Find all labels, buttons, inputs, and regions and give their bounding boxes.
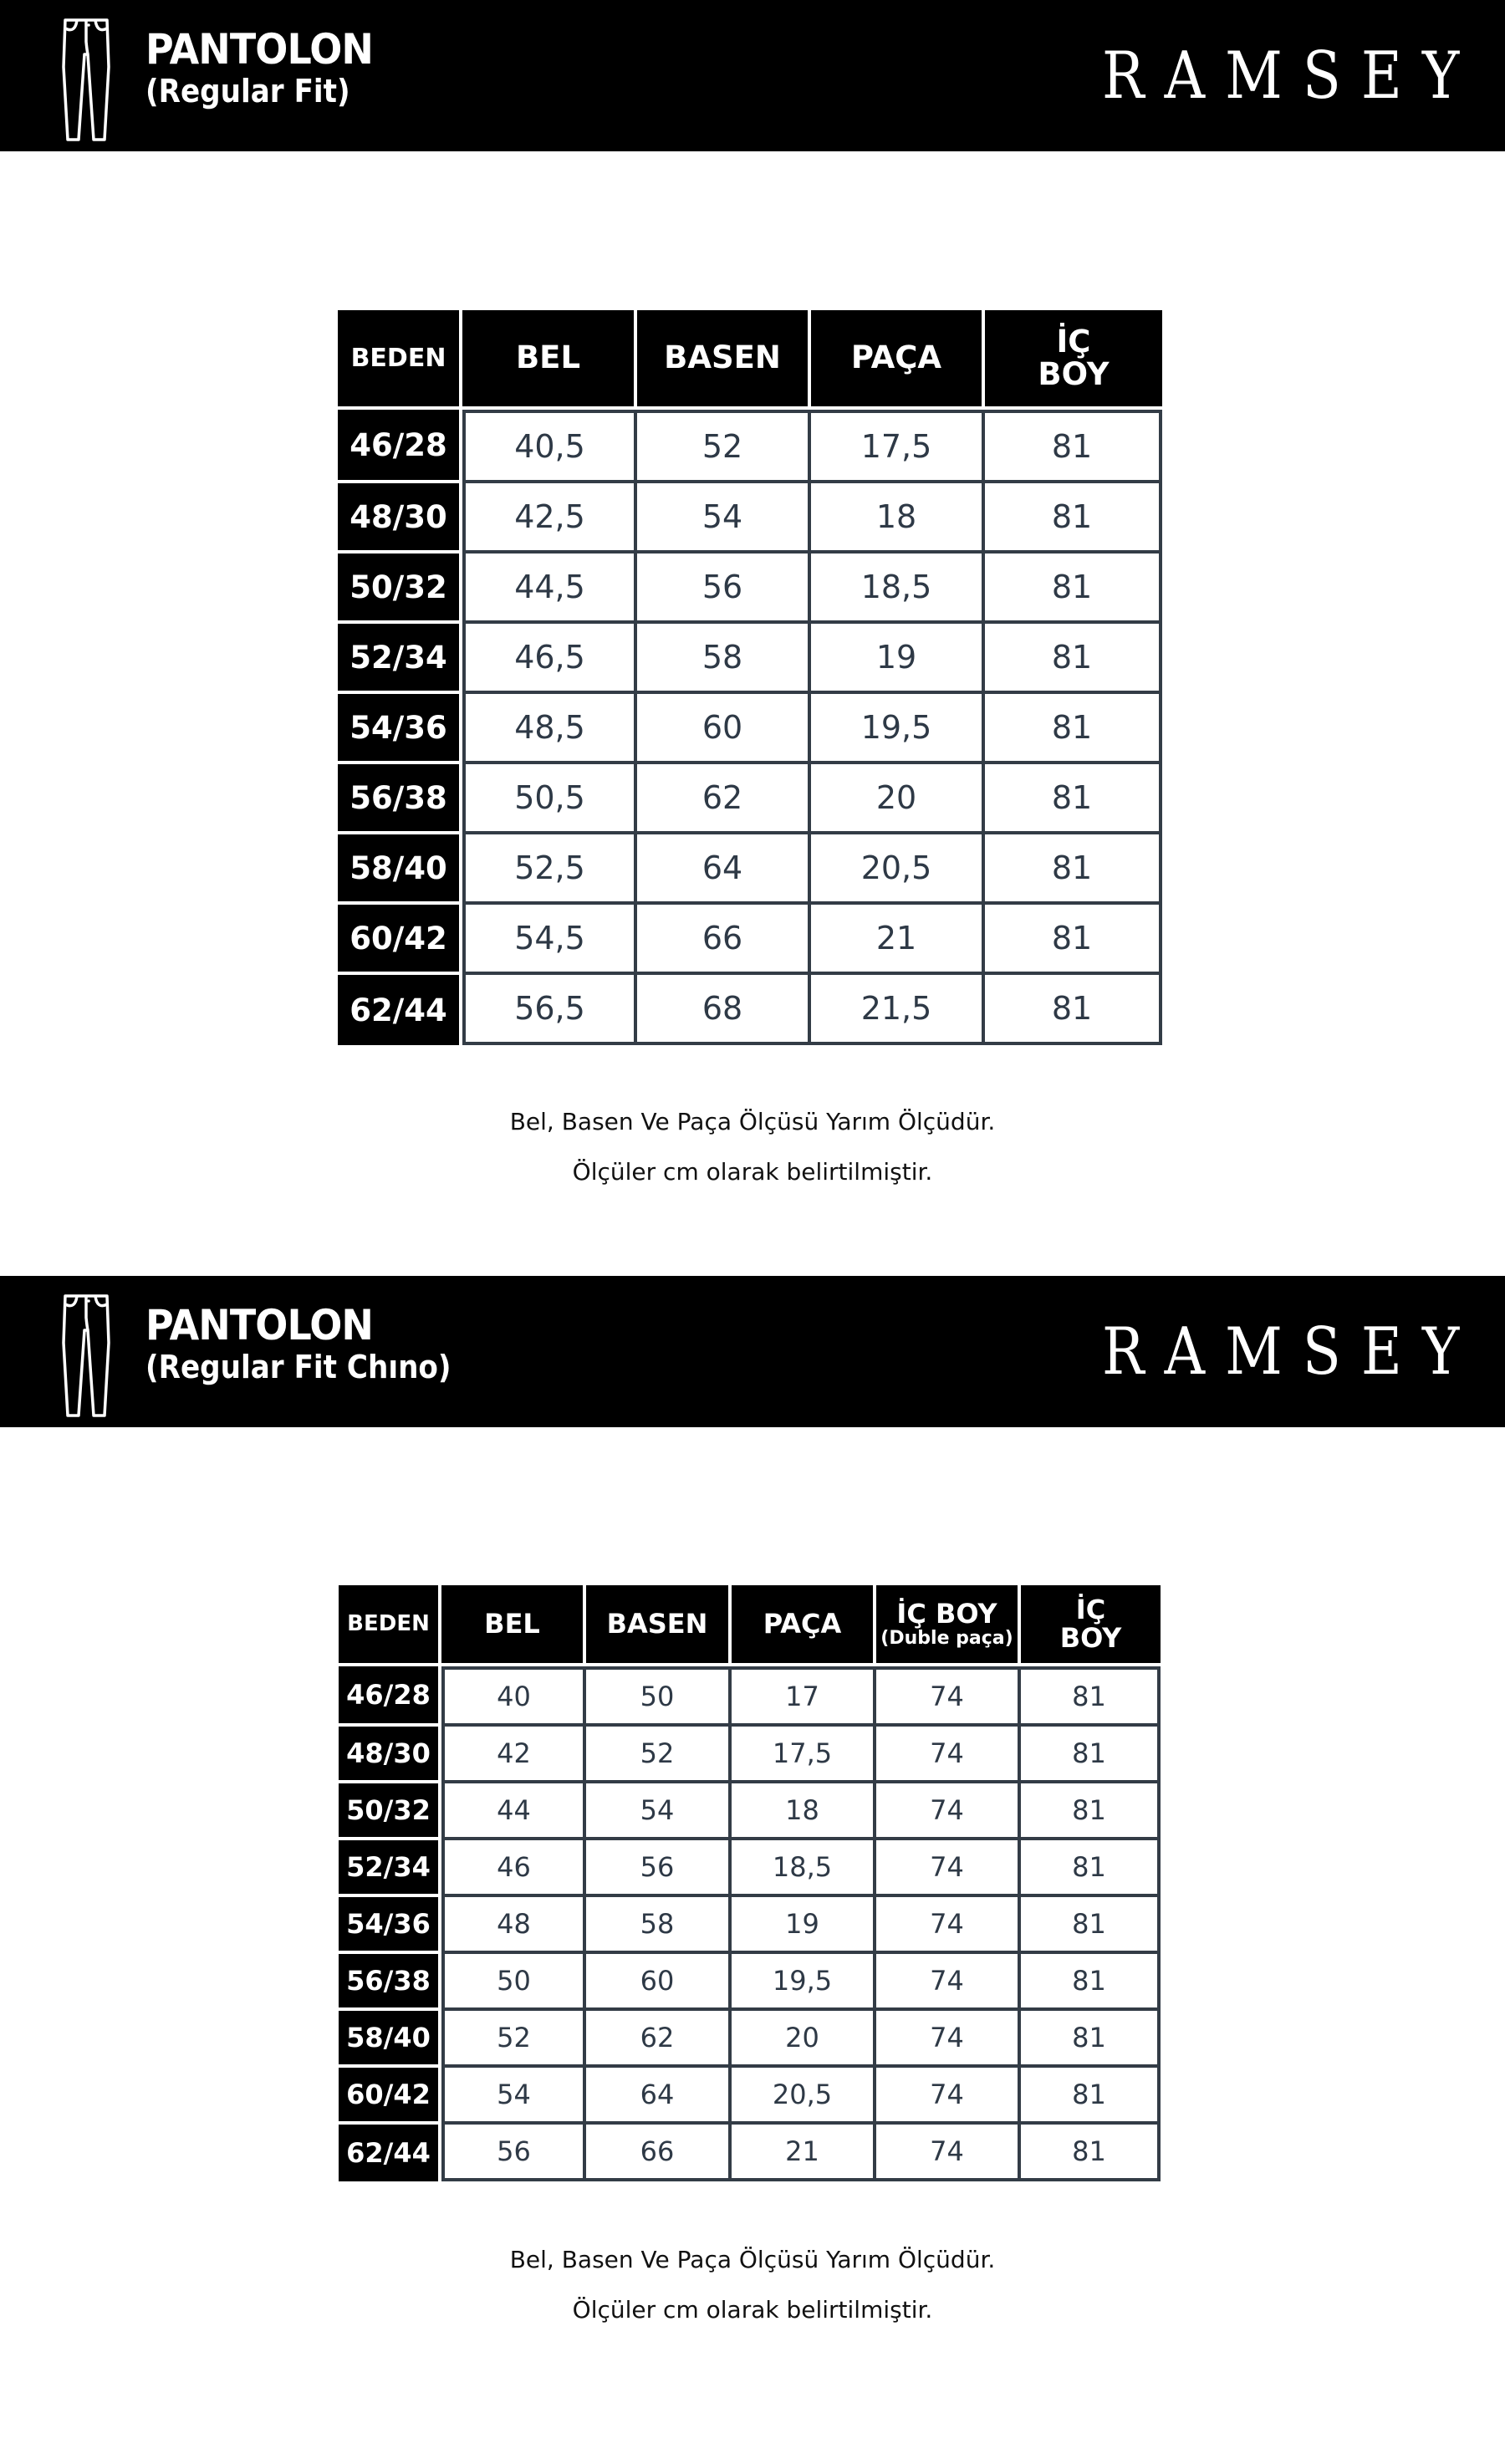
table-row <box>339 1897 1161 1954</box>
col-header-paca: PAÇA <box>732 1585 876 1666</box>
measurement-cell: 81 <box>985 554 1162 624</box>
measurement-cell: 48,5 <box>462 694 637 764</box>
size-label-cell: 62/44 <box>339 2125 441 2181</box>
table-body <box>338 410 1162 1045</box>
measurement-cell: 81 <box>985 764 1162 834</box>
measurement-cell: 54 <box>586 1783 732 1840</box>
measurement-cell: 81 <box>985 410 1162 483</box>
table-row <box>338 624 1162 694</box>
measurement-cell: 42,5 <box>462 483 637 554</box>
col-header-ic-boy <box>1021 1585 1161 1666</box>
size-label-cell: 46/28 <box>338 410 462 483</box>
measurement-cell: 66 <box>637 905 811 975</box>
measurement-cell: 50 <box>586 1666 732 1727</box>
measurement-cell: 81 <box>1021 2068 1161 2125</box>
measurement-cell: 81 <box>1021 2125 1161 2181</box>
measurement-cell: 44 <box>441 1783 586 1840</box>
measurement-cell: 21 <box>811 905 985 975</box>
measurement-cell: 46 <box>441 1840 586 1897</box>
measurement-cell: 81 <box>985 694 1162 764</box>
table-row <box>338 410 1162 483</box>
measurement-cell: 20,5 <box>811 834 985 905</box>
measurement-cell: 74 <box>876 1666 1021 1727</box>
measurement-cell: 74 <box>876 1954 1021 2011</box>
measurement-cell: 54,5 <box>462 905 637 975</box>
measurement-cell: 21 <box>732 2125 876 2181</box>
measurement-cell: 17 <box>732 1666 876 1727</box>
size-label-cell: 56/38 <box>339 1954 441 2011</box>
col-header-ic-boy <box>985 310 1162 410</box>
measurement-cell: 81 <box>985 834 1162 905</box>
measurement-cell: 46,5 <box>462 624 637 694</box>
size-label-cell: 56/38 <box>338 764 462 834</box>
size-label-cell: 48/30 <box>339 1727 441 1783</box>
measurement-cell: 56 <box>441 2125 586 2181</box>
header-line: BOY <box>1059 1621 1122 1654</box>
measurement-cell: 81 <box>1021 1897 1161 1954</box>
measurement-cell: 58 <box>586 1897 732 1954</box>
measurement-cell: 62 <box>586 2011 732 2068</box>
fit-subtitle: (Regular Fit) <box>145 73 350 110</box>
title-text: PANTOLON <box>145 1301 373 1349</box>
note-line: Ölçüler cm olarak belirtilmiştir. <box>572 2296 933 2324</box>
measurement-cell: 52 <box>637 410 811 483</box>
note-line: Bel, Basen Ve Paça Ölçüsü Yarım Ölçüdür. <box>509 2246 996 2273</box>
size-label-cell: 48/30 <box>338 483 462 554</box>
measurement-cell: 81 <box>1021 1783 1161 1840</box>
table-row <box>339 1840 1161 1897</box>
table-row <box>339 1954 1161 2011</box>
size-label-cell: 46/28 <box>339 1666 441 1727</box>
table-body <box>339 1666 1161 2181</box>
measurement-cell: 42 <box>441 1727 586 1783</box>
measurement-cell: 20,5 <box>732 2068 876 2125</box>
measurement-notes <box>0 1097 1505 1197</box>
measurement-notes <box>0 2235 1505 2335</box>
header-line: İÇ <box>1056 323 1091 360</box>
measurement-cell: 81 <box>985 975 1162 1045</box>
brand-logo: RAMSEY <box>1102 1314 1480 1390</box>
size-chart-table-regular-fit-chino <box>339 1585 1161 2181</box>
size-label-cell: 54/36 <box>338 694 462 764</box>
col-header-bel: BEL <box>462 310 637 410</box>
measurement-cell: 20 <box>732 2011 876 2068</box>
size-label-cell: 50/32 <box>338 554 462 624</box>
size-label-cell: 52/34 <box>339 1840 441 1897</box>
measurement-cell: 44,5 <box>462 554 637 624</box>
table-row <box>338 694 1162 764</box>
measurement-cell: 81 <box>1021 1954 1161 2011</box>
measurement-cell: 18,5 <box>732 1840 876 1897</box>
note-line: Bel, Basen Ve Paça Ölçüsü Yarım Ölçüdür. <box>509 1108 996 1135</box>
fit-subtitle: (Regular Fit Chıno) <box>145 1349 452 1385</box>
table-row <box>338 975 1162 1045</box>
table-row <box>339 1666 1161 1727</box>
col-header-basen: BASEN <box>586 1585 732 1666</box>
measurement-cell: 19,5 <box>811 694 985 764</box>
table-row <box>339 2125 1161 2181</box>
measurement-cell: 74 <box>876 2011 1021 2068</box>
brand-logo: RAMSEY <box>1102 38 1480 114</box>
size-label-cell: 58/40 <box>339 2011 441 2068</box>
table-row <box>339 1727 1161 1783</box>
measurement-cell: 81 <box>985 483 1162 554</box>
measurement-cell: 48 <box>441 1897 586 1954</box>
measurement-cell: 21,5 <box>811 975 985 1045</box>
col-header-basen: BASEN <box>637 310 811 410</box>
table-header-row <box>338 310 1162 410</box>
measurement-cell: 56 <box>586 1840 732 1897</box>
measurement-cell: 50,5 <box>462 764 637 834</box>
measurement-cell: 66 <box>586 2125 732 2181</box>
size-label-cell: 52/34 <box>338 624 462 694</box>
table-row <box>339 2068 1161 2125</box>
measurement-cell: 52 <box>441 2011 586 2068</box>
measurement-cell: 58 <box>637 624 811 694</box>
measurement-cell: 74 <box>876 2068 1021 2125</box>
table-row <box>338 905 1162 975</box>
header-subline: (Duble paça) <box>880 1627 1013 1649</box>
measurement-cell: 19,5 <box>732 1954 876 2011</box>
measurement-cell: 56 <box>637 554 811 624</box>
measurement-cell: 54 <box>637 483 811 554</box>
header-line: İÇ BOY <box>896 1598 997 1630</box>
measurement-cell: 40,5 <box>462 410 637 483</box>
section-header-regular-fit-chino <box>0 1276 1505 1427</box>
measurement-cell: 64 <box>637 834 811 905</box>
size-label-cell: 60/42 <box>338 905 462 975</box>
measurement-cell: 74 <box>876 2125 1021 2181</box>
product-title <box>145 1301 485 1385</box>
measurement-cell: 81 <box>1021 1727 1161 1783</box>
pants-icon <box>59 17 114 142</box>
measurement-cell: 60 <box>637 694 811 764</box>
table-row <box>338 554 1162 624</box>
measurement-cell: 74 <box>876 1840 1021 1897</box>
measurement-cell: 18 <box>811 483 985 554</box>
measurement-cell: 81 <box>985 624 1162 694</box>
measurement-cell: 50 <box>441 1954 586 2011</box>
measurement-cell: 18,5 <box>811 554 985 624</box>
table-header-row <box>339 1585 1161 1666</box>
measurement-cell: 19 <box>732 1897 876 1954</box>
measurement-cell: 62 <box>637 764 811 834</box>
table-row <box>338 483 1162 554</box>
measurement-cell: 40 <box>441 1666 586 1727</box>
measurement-cell: 19 <box>811 624 985 694</box>
measurement-cell: 64 <box>586 2068 732 2125</box>
header-line: İÇ <box>1075 1593 1106 1625</box>
measurement-cell: 81 <box>1021 1840 1161 1897</box>
table-row <box>338 834 1162 905</box>
measurement-cell: 74 <box>876 1727 1021 1783</box>
pants-icon <box>59 1293 114 1418</box>
product-title <box>145 25 393 110</box>
header-line: BOY <box>1038 355 1110 392</box>
col-header-beden: BEDEN <box>338 310 462 410</box>
note-line: Ölçüler cm olarak belirtilmiştir. <box>572 1158 933 1186</box>
measurement-cell: 56,5 <box>462 975 637 1045</box>
section-header-regular-fit <box>0 0 1505 151</box>
col-header-bel: BEL <box>441 1585 586 1666</box>
size-label-cell: 62/44 <box>338 975 462 1045</box>
measurement-cell: 68 <box>637 975 811 1045</box>
size-label-cell: 50/32 <box>339 1783 441 1840</box>
size-chart-table-regular-fit <box>338 310 1162 1045</box>
size-label-cell: 60/42 <box>339 2068 441 2125</box>
measurement-cell: 20 <box>811 764 985 834</box>
col-header-ic-boy-duble-paca <box>876 1585 1021 1666</box>
measurement-cell: 81 <box>1021 1666 1161 1727</box>
title-text: PANTOLON <box>145 25 373 74</box>
col-header-beden: BEDEN <box>339 1585 441 1666</box>
measurement-cell: 17,5 <box>811 410 985 483</box>
table-row <box>339 1783 1161 1840</box>
table-row <box>338 764 1162 834</box>
measurement-cell: 52 <box>586 1727 732 1783</box>
measurement-cell: 74 <box>876 1783 1021 1840</box>
measurement-cell: 81 <box>1021 2011 1161 2068</box>
measurement-cell: 18 <box>732 1783 876 1840</box>
measurement-cell: 17,5 <box>732 1727 876 1783</box>
measurement-cell: 74 <box>876 1897 1021 1954</box>
measurement-cell: 81 <box>985 905 1162 975</box>
measurement-cell: 52,5 <box>462 834 637 905</box>
measurement-cell: 60 <box>586 1954 732 2011</box>
measurement-cell: 54 <box>441 2068 586 2125</box>
table-row <box>339 2011 1161 2068</box>
col-header-paca: PAÇA <box>811 310 985 410</box>
size-label-cell: 58/40 <box>338 834 462 905</box>
size-label-cell: 54/36 <box>339 1897 441 1954</box>
